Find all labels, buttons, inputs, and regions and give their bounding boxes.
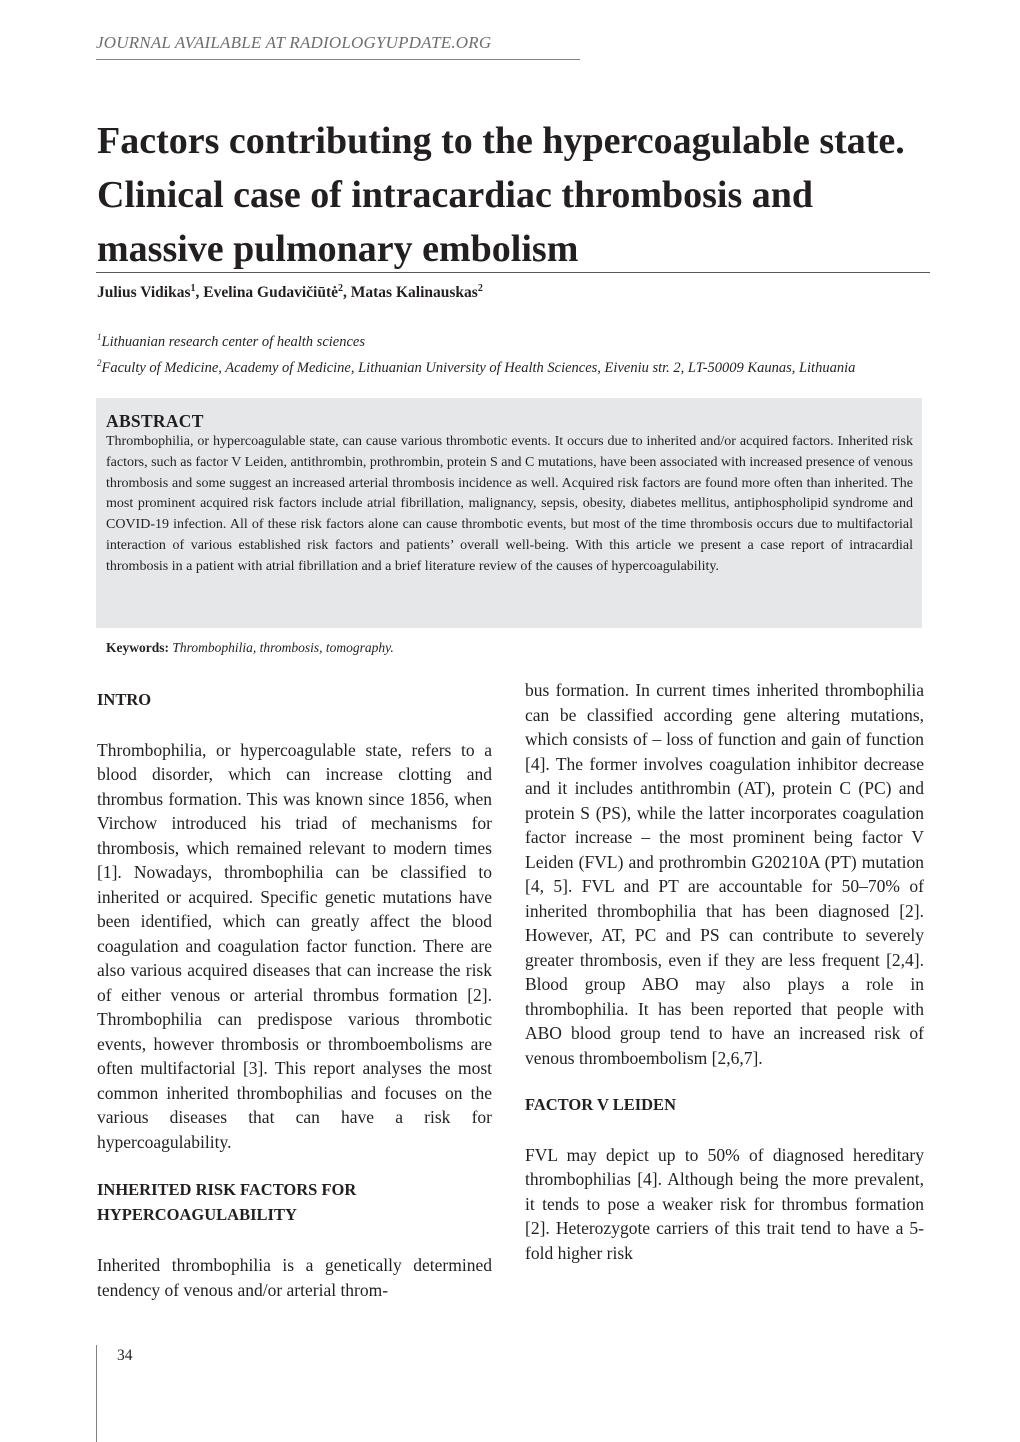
affiliation-mark: 2 <box>97 357 102 368</box>
author-affiliation-mark: 1 <box>190 283 196 294</box>
section-heading-fvl: FACTOR V LEIDEN <box>525 1095 676 1114</box>
section-heading-inherited: INHERITED RISK FACTORS FOR HYPERCOAGULABILITY <box>97 1180 357 1224</box>
journal-header: JOURNAL AVAILABLE AT RADIOLOGYUPDATE.ORG <box>96 33 492 52</box>
section-heading-intro: INTRO <box>97 690 152 709</box>
fvl-paragraph: FVL may depict up to 50% of diagnosed hereditary thrombophilias [4]. Although being the more prevalent, it tends to pose a weaker risk for thrombus formation [2]. Heterozygote carriers of this trait tend to have a 5-fold higher risk <box>525 1144 924 1263</box>
page-number: 34 <box>117 1347 133 1364</box>
author-name: Matas Kalinauskas <box>350 284 478 302</box>
affiliation-line <box>97 327 919 353</box>
affiliation-text: Lithuanian research center of health sciences <box>101 333 365 350</box>
inherited-paragraph: Inherited thrombophilia is a genetically determined tendency of venous and/or arterial throm- <box>97 1255 492 1300</box>
footer-rule <box>96 1345 97 1442</box>
continued-paragraph: bus formation. In current times inherited thrombophilia can be classified according gene altering mutations, which consists of – loss of function and gain of function [4]. The former involves coagulation inhibitor decrease and it includes antithrombin (AT), protein C (PC) and protein S (PS), while the latter incorporates coagulation factor increase – the most prominent being factor V Leiden (FVL) and prothrombin G20210A (PT) mutation [4, 5]. FVL and PT are accountable for 50–70% of inherited thrombophilia that has been diagnosed [2]. However, AT, PC and PS can contribute to severely greater thrombosis, even if they are less frequent [2,4]. Blood group ABO may also plays a role in thrombophilia. It has been reported that people with ABO blood group tend to have an increased risk of venous thromboembolism [2,6,7]. <box>525 680 924 1068</box>
author-name: Julius Vidikas <box>97 284 191 302</box>
abstract-text: Thrombophilia, or hypercoagulable state, can cause various thrombotic events. It occurs due to inherited and/or acquired factors. Inherited risk factors, such as factor V Leiden, antithrombin, prothrombin, protein S and C mutations, have been associated with increased presence of venous thrombosis and some suggest an increased arterial thrombosis incidence as well. Acquired risk factors are found more often than inherited. The most prominent acquired risk factors include atrial fibrillation, malignancy, sepsis, obesity, diabetes mellitus, antiphospholipid syndrome and COVID-19 infection. All of these risk factors alone can cause thrombotic events, but most of the time thrombosis occurs due to multifactorial interaction of various established risk factors and patients’ overall well-being. With this article we present a case report of intracardial thrombosis in a patient with atrial fibrillation and a brief literature review of the causes of hypercoagulability. <box>106 434 913 574</box>
keywords <box>106 640 394 656</box>
affiliations <box>97 327 919 379</box>
author-affiliation-mark: 2 <box>477 283 483 294</box>
header-divider <box>96 59 580 60</box>
affiliation-mark: 1 <box>97 332 102 342</box>
author-affiliation-mark: 2 <box>338 283 344 294</box>
abstract-heading: ABSTRACT <box>106 411 204 431</box>
author-name: Evelina Gudavičiūtė <box>203 284 339 302</box>
article-title: Factors contributing to the hypercoagulable state. Clinical case of intracardiac thrombosis and massive pulmonary embolism <box>97 120 905 270</box>
right-column <box>525 678 924 1265</box>
author-list: Julius Vidikas$^1$, Evelina Gudavičiūtė$^2$, Matas Kalinauskas$^2$ <box>97 283 483 302</box>
left-column <box>97 688 492 1302</box>
affiliation-text: Faculty of Medicine, Academy of Medicine, Lithuanian University of Health Sciences, Eiveniu str. 2, LT-50009 Kaunas, Lithuania <box>101 359 856 376</box>
intro-paragraph: Thrombophilia, or hypercoagulable state, refers to a blood disorder, which can increase clotting and thrombus formation. This was known since 1856, when Virchow introduced his triad of mechanisms for thrombosis, which remained relevant to modern times [1]. Nowadays, thrombophilia can be classified to inherited or acquired. Specific genetic mutations have been identified, which can greatly affect the blood coagulation and coagulation factor function. There are also various acquired diseases that can increase the risk of either venous or arterial thrombus formation [2]. Thrombophilia can predispose various thrombotic events, however thrombosis or thromboembolisms are often multifactorial [3]. This report analyses the most common inherited thrombophilias and focuses on the various diseases that can have a risk for hypercoagulability. <box>97 739 492 1152</box>
title-divider <box>96 272 930 273</box>
keywords-label: Keywords: <box>106 640 169 655</box>
affiliation-line <box>97 353 919 379</box>
keywords-value: Thrombophilia, thrombosis, tomography. <box>172 640 394 655</box>
